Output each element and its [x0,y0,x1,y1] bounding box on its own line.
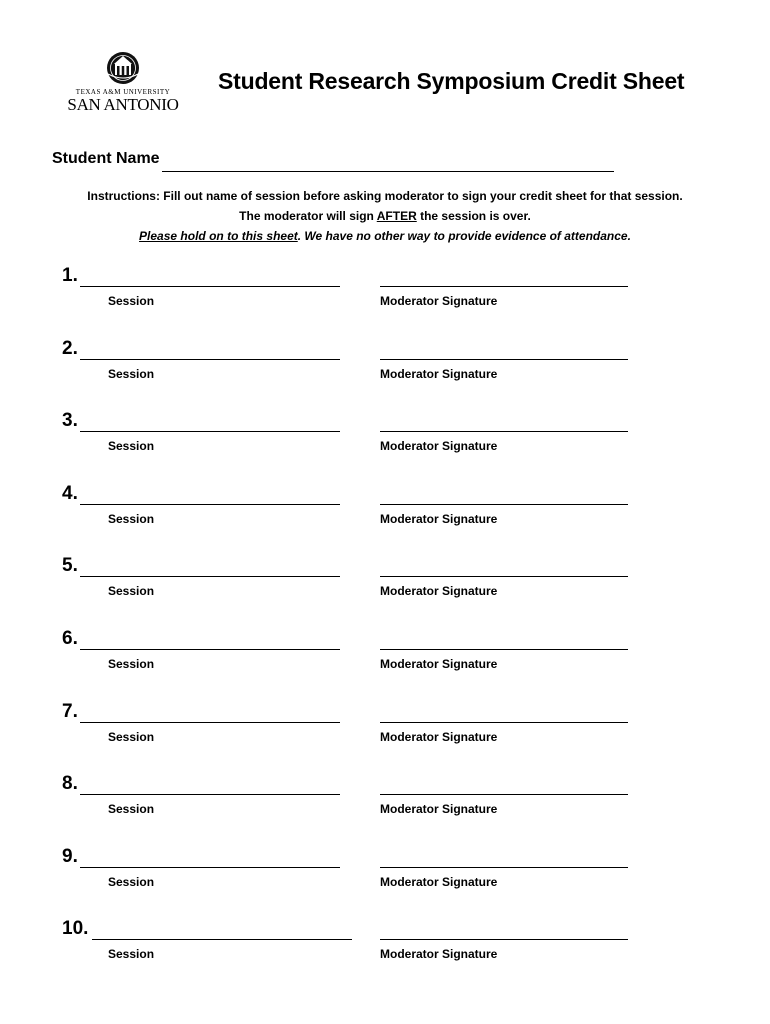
session-entry [0,698,770,771]
instructions-line-1: Instructions: Fill out name of session before asking moderator to sign your credit sheet for that session. [87,189,683,203]
entry-number: 2. [62,337,78,359]
session-name-field[interactable] [80,341,340,360]
entry-number: 1. [62,265,78,286]
session-entry [0,915,770,988]
instructions-line-3 [40,226,730,246]
session-entry [0,770,770,843]
instructions [40,186,730,246]
moderator-signature-label: Moderator Signature [380,729,498,744]
moderator-signature-field[interactable] [380,921,628,940]
instructions-line-2 [40,206,730,226]
moderator-signature-label: Moderator Signature [380,802,498,817]
instructions-line-2-start: The moderator will sign [239,209,377,223]
session-entry [0,552,770,625]
moderator-signature-field[interactable] [380,341,628,360]
session-entry [0,625,770,698]
session-entry [0,480,770,553]
moderator-signature-label: Moderator Signature [380,294,498,308]
entry-number: 7. [62,700,78,722]
moderator-signature-field[interactable] [380,776,628,795]
moderator-signature-field[interactable] [380,268,628,287]
entry-number: 4. [62,482,78,504]
entry-number: 5. [62,555,78,577]
moderator-signature-label: Moderator Signature [380,584,498,599]
moderator-signature-field[interactable] [380,704,628,723]
session-name-field[interactable] [92,921,352,940]
session-label: Session [108,947,155,962]
session-label: Session [108,656,155,671]
session-entry [0,262,770,335]
student-name-label: Student Name [52,150,160,167]
moderator-signature-field[interactable] [380,558,628,577]
moderator-signature-label: Moderator Signature [380,656,498,671]
session-name-field[interactable] [80,413,340,432]
student-name-field[interactable] [162,152,614,172]
session-label: Session [108,294,155,308]
session-label: Session [108,874,155,889]
session-name-field[interactable] [80,486,340,505]
moderator-signature-label: Moderator Signature [380,366,498,381]
instructions-line-3-end: . We have no other way to provide evidence of attendance. [297,229,631,243]
moderator-signature-field[interactable] [380,849,628,868]
entry-number: 10. [62,918,89,940]
session-label: Session [108,584,155,599]
hold-sheet-emphasis: Please hold on to this sheet [139,229,298,243]
session-label: Session [108,802,155,817]
session-label: Session [108,729,155,744]
session-entry [0,335,770,408]
session-name-field[interactable] [80,849,340,868]
session-name-field[interactable] [80,558,340,577]
session-name-field[interactable] [80,776,340,795]
moderator-signature-label: Moderator Signature [380,874,498,889]
after-emphasis: AFTER [376,209,417,223]
session-label: Session [108,511,155,526]
moderator-signature-label: Moderator Signature [380,511,498,526]
session-label: Session [108,439,155,454]
moderator-signature-field[interactable] [380,631,628,650]
session-label: Session [108,366,155,381]
entry-number: 6. [62,627,78,649]
session-entries [0,262,770,988]
session-name-field[interactable] [80,631,340,650]
university-logo [62,48,184,118]
moderator-signature-label: Moderator Signature [380,947,498,962]
student-name-row [52,146,614,172]
logo-campus-text: SAN ANTONIO [67,95,179,114]
instructions-line-2-end: the session is over. [416,209,531,223]
session-name-field[interactable] [80,268,340,287]
moderator-signature-label: Moderator Signature [380,439,498,454]
session-entry [0,407,770,480]
entry-number: 8. [62,773,78,795]
entry-number: 9. [62,845,78,867]
university-seal-icon [62,48,184,88]
page-title: Student Research Symposium Credit Sheet [218,68,685,94]
session-entry [0,843,770,916]
moderator-signature-field[interactable] [380,486,628,505]
entry-number: 3. [62,410,78,432]
session-name-field[interactable] [80,704,340,723]
moderator-signature-field[interactable] [380,413,628,432]
logo-university-text: TEXAS A&M UNIVERSITY [75,88,171,96]
